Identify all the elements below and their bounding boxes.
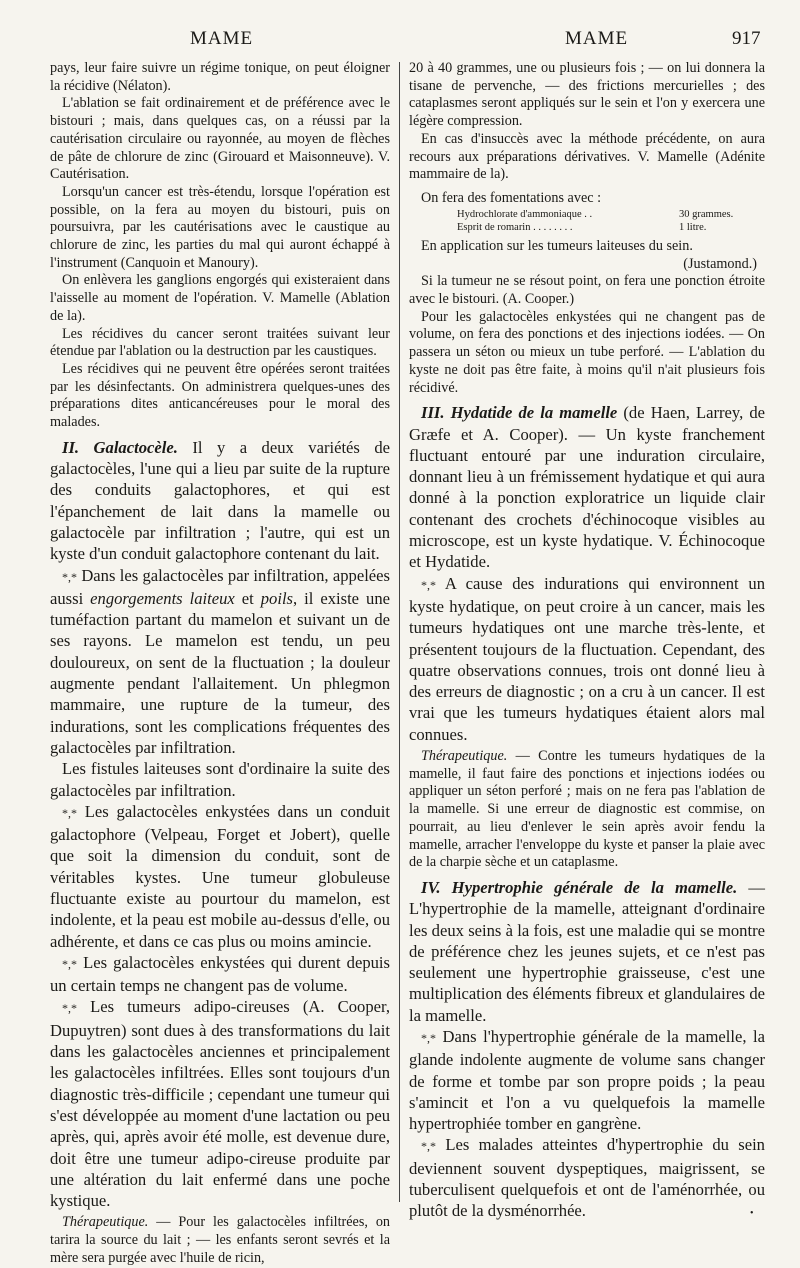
asterism: *,*: [62, 1001, 77, 1016]
text-run: — Contre les tumeurs hydatiques de la mamelle, il faut faire des ponctions et injections iodées ou appliquer un séton perforé ; mais on ne fera pas l'ablation de la mamelle. Si une erreur de diagnostic est commise, on pourrait, au lieu d'enlever le sein après avoir fendu la mamelle, arracher l'enveloppe du kyste et panser la plaie avec de la charpie sèche et un cataplasme.: [409, 748, 766, 871]
section-heading: IV. Hypertrophie générale de la mamelle.: [421, 877, 738, 897]
paragraph: 20 à 40 grammes, une ou plusieurs fois ; — on lui donnera la tisane de pervenche, — des frictions mercurielles ; des cataplasmes seront appliqués sur le sein et l'on y exercera une légère compression.: [409, 60, 765, 130]
left-running-title: MAME: [190, 28, 254, 49]
formula-quantity: 1 litre.: [679, 221, 707, 233]
text-run: Dans les galactocèles par infiltration, appelées aussi: [50, 565, 390, 608]
paragraph: Lorsqu'un cancer est très-étendu, lorsque l'opération est possible, on la fera au moyen du bistouri, puis on poursuivra, par les cautérisations avec le caustique au chlorure de zinc, les parties du mal qui auront échappé à l'instrument (Canquoin et Manoury).: [50, 183, 390, 271]
paragraph: On enlèvera les ganglions engorgés qui existeraient dans l'aisselle au moment de l'opération. V. Mamelle (Ablation de la).: [50, 272, 390, 324]
text-run: Les galactocèles enkystées dans un conduit galactophore (Velpeau, Forget et Jobert), quelle que soit la dimension du conduit, sont de véritables kystes. Une tumeur globuleuse fluctuante existe au pourtour du mamelon, est indolente, et la peau est mobile au-dessus d'elle, ou adhérente, et dans ce cas plus ou moins amincie.: [50, 801, 390, 951]
text-run: Les malades atteintes d'hypertrophie du sein deviennent souvent dyspeptiques, maigrissent, se tuberculisent quelquefois et ont de l'aménorrhée, ou plutôt de la dysménorrhée.: [409, 1135, 765, 1221]
paragraph: [409, 1026, 765, 1134]
paragraph: Les récidives du cancer seront traitées suivant leur étendue par l'ablation ou la destruction par les caustiques.: [50, 325, 390, 360]
section-galactocele: [50, 437, 390, 565]
text-run: Dans l'hypertrophie générale de la mamelle, la glande indolente augmente de volume sans changer de forme et tombe par son propre poids ; la peau s'amincit et l'on a vu quelquefois la mamelle hypertrophiée tomber en gangrène.: [409, 1027, 765, 1134]
section-heading: II. Galactocèle.: [62, 437, 178, 457]
asterism: *,*: [421, 577, 436, 592]
paragraph: [50, 801, 390, 952]
right-column: [409, 60, 765, 1222]
text-run: et: [241, 588, 254, 608]
paragraph: [409, 1134, 765, 1221]
therapeutique-paragraph: [50, 1214, 390, 1267]
text-run: A cause des indurations qui environnent un kyste hydatique, on peut croire à un cancer, mais les tumeurs hydatiques ont une marche très-lente, et présentent toujours de la fluctuation. Cependant, des quatre observations connues, trois ont donné lieu à des erreurs de diagnostic ; on a cru à un cancer. Il est vrai que les tumeurs hydatiques étaient alors mal connues.: [409, 573, 765, 744]
paragraph: [409, 573, 765, 745]
text-run: Les tumeurs adipo-cireuses (A. Cooper, Dupuytren) sont dues à des transformations du lait dans les galactocèles anciennes et principalement les galactocèles infiltrées. Elles sont toujours d'un diagnostic très-difficile ; cependant une tumeur qui s'est développée au moment d'une lactation ou peu après, qui, après avoir été molle, est devenue dure, doit être une tumeur adipo-cireuse produite par une altération du lait enfermé dans une poche kystique.: [50, 997, 390, 1211]
page-number: 917: [732, 28, 761, 49]
paragraph: Les fistules laiteuses sont d'ordinaire la suite des galactocèles par infiltration.: [50, 759, 390, 800]
paragraph: pays, leur faire suivre un régime tonique, on peut éloigner la récidive (Nélaton).: [50, 60, 390, 94]
right-running-title: MAME: [565, 28, 629, 49]
asterism: *,*: [62, 569, 77, 584]
paragraph: [50, 996, 390, 1211]
italic-term: engorgements laiteux: [90, 588, 235, 608]
paragraph: L'ablation se fait ordinairement et de préférence avec le bistouri ; mais, dans quelques cas, on a réussi par la cautérisation circulaire ou rayonnée, au moyen de flèches de pâte de chlorure de zinc (Girouard et Maisonneuve). V. Cautérisation.: [50, 95, 390, 183]
italic-label: Thérapeutique.: [62, 1214, 149, 1231]
italic-term: poils: [260, 588, 294, 608]
text-run: Les galactocèles enkystées qui durent depuis un certain temps ne changent pas de volume.: [50, 952, 390, 996]
asterism: *,*: [421, 1031, 436, 1045]
text-run: — Pour les galactocèles infiltrées, on tarira la source du lait ; — les enfants seront sevrés et la mère sera purgée avec l'huile de ricin,: [50, 1214, 391, 1266]
asterism: *,*: [421, 1139, 436, 1154]
page-dot: •: [750, 1208, 754, 1219]
formula-row: [457, 208, 765, 221]
left-column: [50, 60, 390, 1268]
paragraph: En cas d'insuccès avec la méthode précédente, on aura recours aux préparations dérivatives. V. Mamelle (Adénite mammaire de la).: [409, 130, 765, 183]
asterism: *,*: [62, 805, 77, 820]
paragraph: [50, 952, 390, 997]
formula-quantity: 30 grammes.: [679, 208, 734, 220]
paragraph: Les récidives qui ne peuvent être opérées seront traitées par les désinfectants. On administrera quelques-unes des préparations dites anticancéreuses pour le moral des malades.: [50, 360, 390, 431]
paragraph: Pour les galactocèles enkystées qui ne changent pas de volume, on fera des ponctions et des injections iodées. — On passera un séton ou mieux un tube perforé. — L'ablation du kyste ne doit pas être faite, à moins qu'il n'ait plusieurs fois récidivé.: [409, 308, 765, 396]
formula-row: [457, 221, 765, 234]
section-text: — L'hypertrophie de la mamelle, atteignant d'ordinaire les deux seins à la fois, est une maladie qui se montre de préférence chez les jeunes sujets, et ce n'est pas seulement une hypertrophie graisseuse, c'est une multiplication des éléments fibreux et glandulaires de la mamelle.: [409, 877, 765, 1025]
section-hypertrophie: [409, 877, 765, 1026]
italic-label: Thérapeutique.: [421, 748, 508, 764]
section-text: Il y a deux variétés de galactocèles, l'une qui a lieu par suite de la rupture des conduits galactophores, et qui est l'épanchement de lait dans la mamelle ou galactocèle par infiltration ; l'autre, qui est un kyste d'un conduit galactophore contenant du lait.: [50, 437, 391, 564]
citation: (Justamond.): [683, 255, 757, 272]
section-text: (de Haen, Larrey, de Græfe et A. Cooper). — Un kyste franchement fluctuant entouré par une induration circulaire, donnant lieu à un frémissement hydatique et qui aura donné à la ponction exploratrice un liquide clair contenant des crochets d'échinocoque visibles au microscope, est un kyste hydatique. V. Échinocoque et Hydatide.: [409, 403, 765, 572]
paragraph: Si la tumeur ne se résout point, on fera une ponction étroite avec le bistouri. (A. Cooper.): [409, 273, 765, 308]
text-run: , il existe une tuméfaction partant du mamelon et suivant un de ses rayons. Le mamelon est tendu, un peu douloureux, on sent de la fluctuation ; la douleur augmente pendant l'allaitement. Un phlegmon mammaire, une rupture de la tumeur, des indurations, sont les complications fréquentes des galactocèles par infiltration.: [50, 588, 390, 757]
therapeutique-paragraph: [409, 748, 765, 872]
section-heading: III. Hydatide de la mamelle: [421, 403, 618, 423]
section-hydatide: [409, 402, 765, 572]
asterism: *,*: [62, 956, 77, 971]
paragraph: [50, 565, 390, 759]
formula-intro: On fera des fomentations avec :: [421, 189, 602, 206]
formula-ingredient: Hydrochlorate d'ammoniaque . .: [457, 208, 593, 220]
formula-ingredient: Esprit de romarin . . . . . . . .: [457, 221, 573, 233]
paragraph: En application sur les tumeurs laiteuses du sein.: [421, 237, 693, 254]
running-header: [0, 22, 800, 56]
column-divider: [399, 62, 400, 1202]
